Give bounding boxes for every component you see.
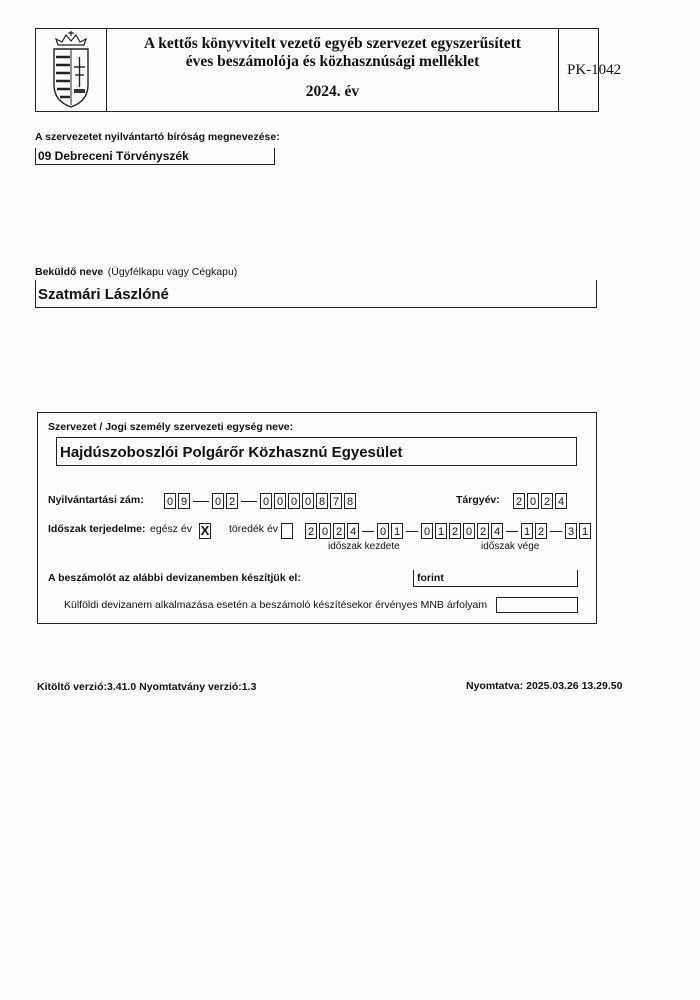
currency-field[interactable]: forint (413, 570, 578, 587)
start-digit: 2 (305, 523, 317, 539)
subject-year-label: Tárgyév: (456, 494, 500, 506)
year-digit: 0 (527, 493, 539, 509)
sender-label: Beküldő neve (35, 266, 104, 278)
separator-dash (405, 523, 419, 539)
version-info: Kitöltő verzió:3.41.0 Nyomtatvány verzió:1.3 (37, 681, 257, 693)
partial-year-label: töredék év (229, 523, 279, 535)
sender-field[interactable]: Szatmári Lászlóné (35, 280, 597, 308)
reg-digit: 0 (164, 493, 176, 509)
court-label: A szervezetet nyilvántartó bíróság megnevezése: (35, 131, 280, 143)
title-line-1: A kettős könyvvitelt vezető egyéb szervezet egyszerűsített (143, 35, 522, 52)
start-digit: 2 (333, 523, 345, 539)
reg-digit: 0 (212, 493, 224, 509)
registration-label: Nyilvántartási zám: (48, 494, 144, 506)
partial-year-checkbox[interactable] (281, 523, 293, 539)
form-header (35, 28, 622, 112)
start-digit: 0 (377, 523, 389, 539)
subject-year-field[interactable] (513, 493, 569, 509)
end-digit: 2 (449, 523, 461, 539)
year-digit: 2 (541, 493, 553, 509)
end-digit: 2 (477, 523, 489, 539)
form-code: PK-1042 (567, 62, 622, 78)
start-digit: 1 (435, 523, 447, 539)
report-year: 2024. év (305, 83, 360, 100)
separator-dash (240, 493, 258, 509)
reg-digit: 0 (274, 493, 286, 509)
registration-number-field[interactable] (164, 493, 358, 509)
start-digit: 0 (421, 523, 433, 539)
end-digit: 1 (579, 523, 591, 539)
exchange-rate-label: Külföldi devizanem alkalmazása esetén a beszámoló készítésekor érvényes MNB árfolyam (64, 599, 488, 611)
separator-dash (549, 523, 563, 539)
coat-of-arms-cell (36, 29, 107, 111)
reg-digit: 8 (344, 493, 356, 509)
end-digit: 0 (463, 523, 475, 539)
separator-dash (505, 523, 519, 539)
sender-hint: (Ügyfélkapu vagy Cégkapu) (107, 266, 238, 278)
currency-label: A beszámolót az alábbi devizanemben készítjük el: (48, 572, 301, 584)
separator-dash (192, 493, 210, 509)
full-year-label: egész év (150, 523, 193, 535)
reg-digit: 0 (288, 493, 300, 509)
period-end-caption: időszak vége (481, 541, 540, 552)
reg-digit: 9 (178, 493, 190, 509)
period-start-field[interactable] (305, 523, 449, 539)
organization-label: Szervezet / Jogi személy szervezeti egység neve: (48, 421, 294, 433)
sender-label-row (35, 262, 237, 280)
separator-dash (361, 523, 375, 539)
year-digit: 4 (555, 493, 567, 509)
period-start-caption: időszak kezdete (328, 541, 400, 552)
reg-digit: 8 (316, 493, 328, 509)
reg-digit: 0 (260, 493, 272, 509)
form-code-cell (559, 29, 622, 111)
hungarian-coat-of-arms-icon (36, 29, 106, 111)
year-digit: 2 (513, 493, 525, 509)
end-digit: 4 (491, 523, 503, 539)
end-digit: 2 (535, 523, 547, 539)
period-end-field[interactable] (449, 523, 593, 539)
start-digit: 4 (347, 523, 359, 539)
reg-digit: 7 (330, 493, 342, 509)
organization-name-field[interactable]: Hajdúszoboszlói Polgárőr Közhasznú Egyesület (56, 437, 577, 466)
exchange-rate-field[interactable] (496, 597, 578, 613)
period-label: Időszak terjedelme: (48, 523, 146, 535)
full-year-checkbox[interactable]: X (200, 523, 210, 538)
end-digit: 1 (521, 523, 533, 539)
print-timestamp: Nyomtatva: 2025.03.26 13.29.50 (466, 680, 623, 692)
court-field[interactable]: 09 Debreceni Törvényszék (35, 148, 275, 165)
start-digit: 0 (319, 523, 331, 539)
reg-digit: 0 (302, 493, 314, 509)
title-line-2: éves beszámolója és közhasznúsági melléklet (185, 53, 480, 70)
start-digit: 1 (391, 523, 403, 539)
reg-digit: 2 (226, 493, 238, 509)
title-cell (107, 29, 559, 111)
end-digit: 3 (565, 523, 577, 539)
